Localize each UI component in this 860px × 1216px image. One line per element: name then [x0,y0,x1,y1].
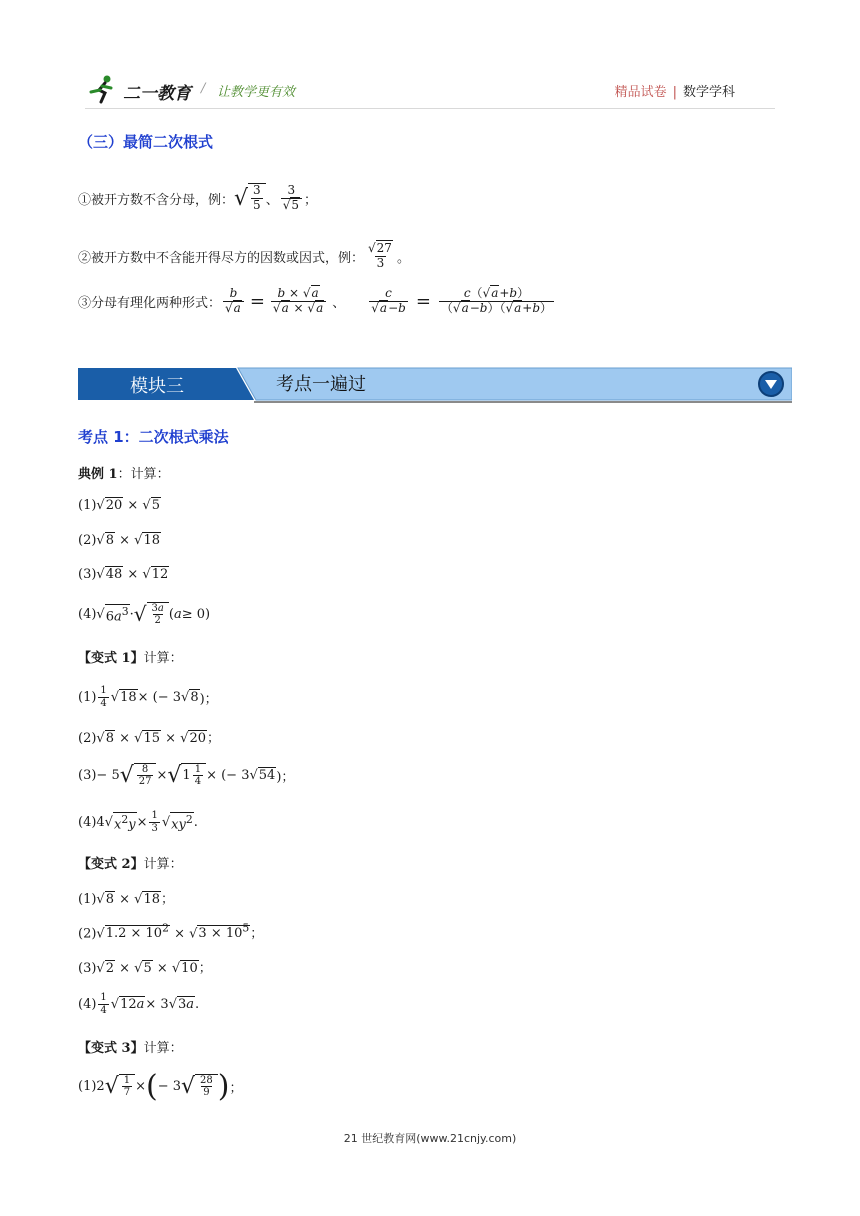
item3-formulas: $\frac{b}{√a}$ = $\frac{b \times √a}{√a \times √a}$ 、 $\frac{c}{√a-b}$ = $\frac{c(√a+b)}{(√a-b)(√a+b)}$ [225,285,553,315]
example1-label: 典例 1 [78,467,118,482]
header-right-red: 精品试卷 [614,85,667,100]
variant2-heading [78,853,183,872]
item1-label: ①被开方数不含分母，例： [78,192,235,208]
runner-logo-icon [85,74,119,104]
item3-label: ③分母有理化两种形式： [78,295,222,311]
header-right-black: 数学学科 [682,85,735,100]
variant2-q3: (3)√2 × √5 × √10； [78,961,212,976]
variant1-q4: (4)4√ $x^2y$ × $\frac{1}{3}$ √ $xy^2$ . [78,810,198,834]
module-title: 考点一遍过 [276,374,366,395]
variant1-q2: (2)√8 × √15 × √20； [78,731,220,746]
variant1-q1: (1) $\frac{1}{4}$ √ 18 × (− 3√ 8 )； [78,685,218,709]
variant2-q1: (1)√8 × √18； [78,892,174,907]
variant1-heading [78,647,183,666]
item2-label: ②被开方数中不含能开得尽方的因数或因式，例： [78,250,365,266]
variant2-q4: (4) $\frac{1}{4}$ √ 12a × 3√ 3a . [78,992,200,1016]
variant3-tail: 计算： [143,1041,183,1056]
item2-tail: 。 [396,250,410,266]
section-title: （三）最简二次根式 [78,133,214,151]
header-slash: / [201,81,206,96]
logo-text: 二一教育 [123,84,191,104]
example1-q1: (1)√20 × √5 [78,498,160,513]
page-header [85,72,765,108]
variant2-label: 【变式 2】 [78,857,144,872]
variant3-label: 【变式 3】 [78,1041,144,1056]
footer-text: 21 世纪教育网(www.21cnjy.com) [343,1132,517,1145]
variant3-q1: (1)2 √ $\frac{1}{7}$ × ( − 3 √ $\frac{28}{9}$ ) ； [78,1068,243,1104]
example1-q3: (3)√48 × √12 [78,567,169,582]
header-separator: | [672,85,677,100]
variant1-label: 【变式 1】 [78,651,144,666]
header-right [615,81,735,100]
example1-tail: ：计算： [117,467,170,482]
example1-q2: (2)√8 × √18 [78,533,160,548]
example1-q4: (4)√ $6a^3$ · √ $\frac{3a}{2}$ ( a ≥ 0) [78,602,211,626]
example1-heading [78,463,170,482]
variant1-tail: 计算： [143,651,183,666]
item1 [78,178,317,218]
item2 [78,237,410,275]
banner-shape [78,366,792,404]
kaodian-title: 考点 1：二次根式乘法 [78,428,229,446]
item1-example: √ $\frac{3}{5}$ 、 $\frac{3}{√5}$ [234,183,304,213]
header-divider [85,108,775,109]
item1-tail: ； [304,192,318,208]
item3 [78,282,556,320]
module-banner [78,366,792,404]
item2-example: $\frac{√27}{3}$ [368,240,392,270]
collapse-button[interactable] [758,371,784,397]
variant2-tail: 计算： [143,857,183,872]
variant3-heading [78,1037,183,1056]
module-label: 模块三 [130,376,184,397]
variant2-q2: $(2)√1.2 \times 10^2 \times √3 \times 10^5$； [78,922,264,942]
header-slogan: 让教学更有效 [217,85,296,100]
variant1-q3: (3)− 5 √ $\frac{8}{27}$ × √ 1 $\frac{1}{4}$ × (− 3√ 54 )； [78,762,295,788]
triangle-down-icon [760,373,782,395]
